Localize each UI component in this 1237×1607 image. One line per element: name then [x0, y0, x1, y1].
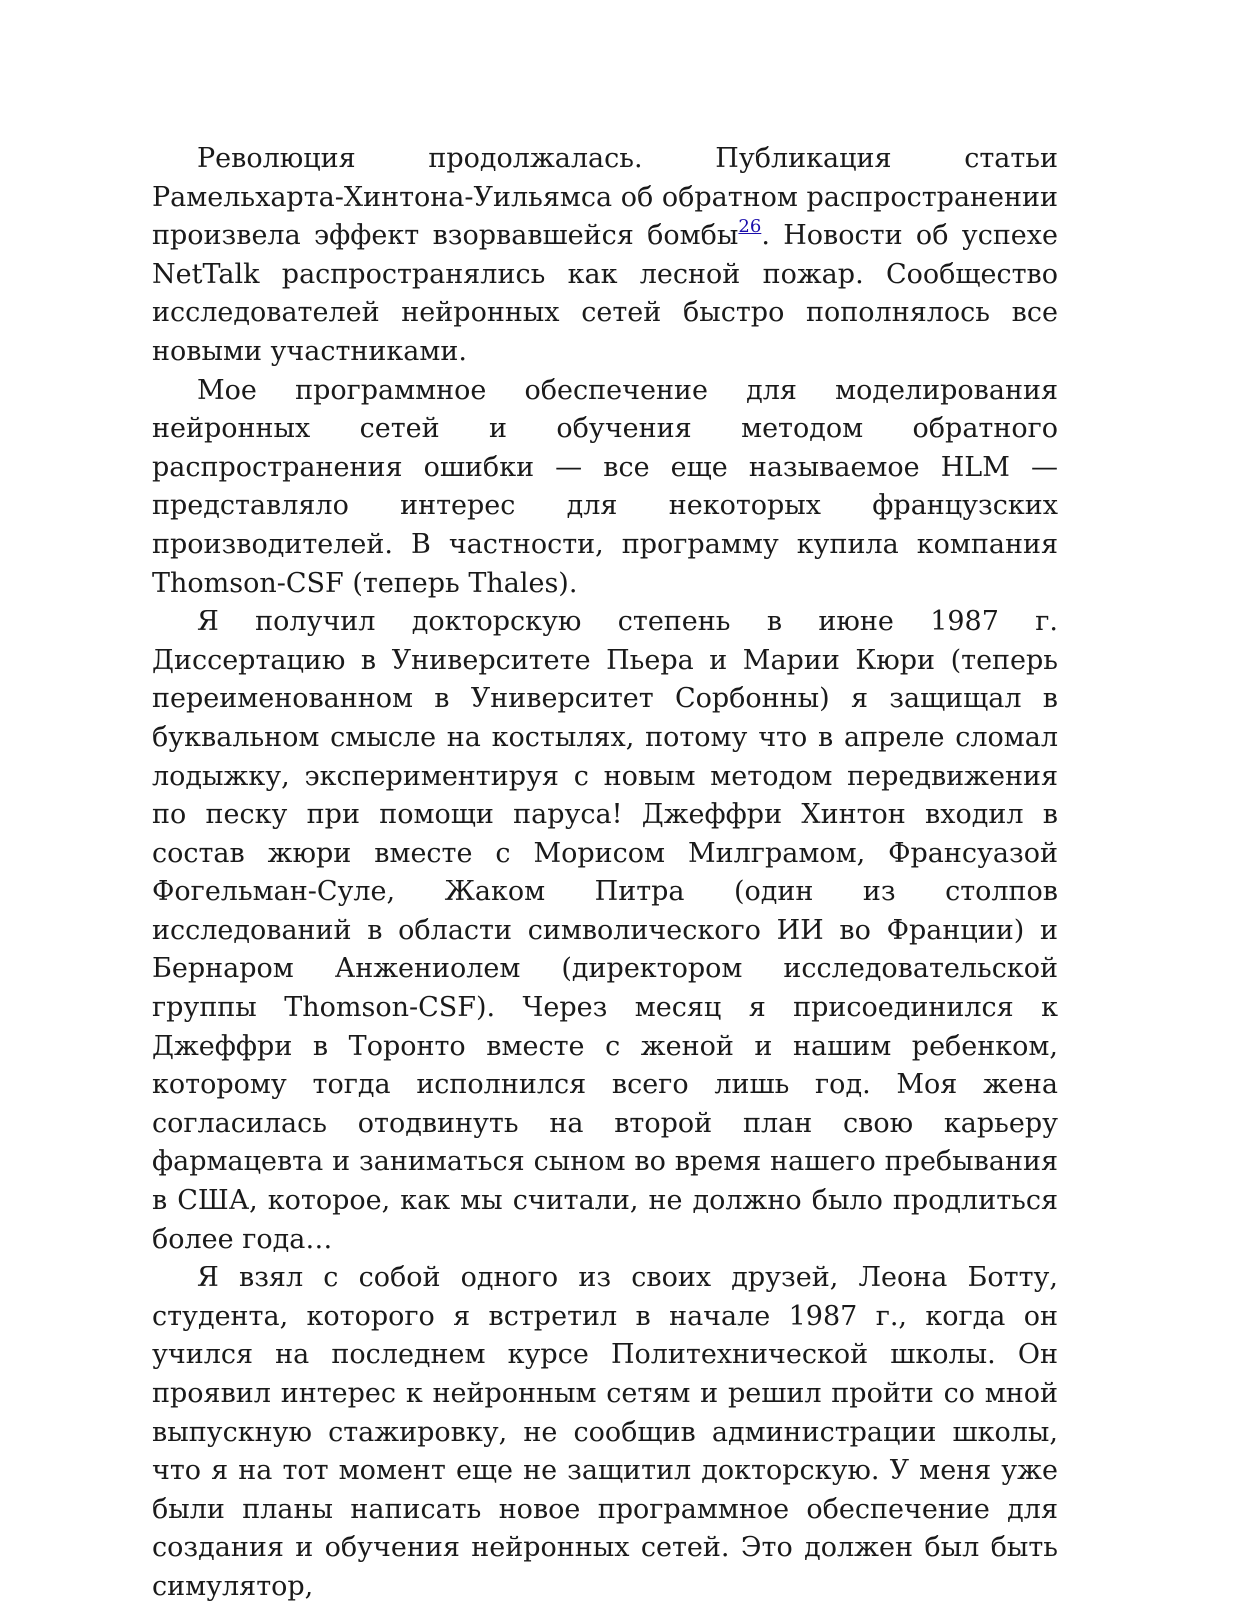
paragraph-3: Я получил докторскую степень в июне 1987 г. Диссертацию в Университете Пьера и Марии Кюри (теперь переименованном в Университет Сорбонны) я защищал в буквальном смысле на костылях, потому что в апреле сломал лодыжку, экспериментируя с новым методом передвижения по песку при помощи паруса! Джеффри Хинтон входил в состав жюри вместе с Морисом Милграмом, Франсуазой Фогельман-Суле, Жаком Питра (один из столпов исследований в области символического ИИ во Франции) и Бернаром Анжениолем (директором исследовательской группы Thomson-CSF). Через месяц я присоединился к Джеффри в Торонто вместе с женой и нашим ребенком, которому тогда исполнился всего лишь год. Моя жена согласилась отодвинуть на второй план свою карьеру фармацевта и заниматься сыном во время нашего пребывания в США, которое, как мы считали, не должно было продлиться более года… — [152, 606, 1058, 1255]
footnote-link[interactable]: 26 — [738, 216, 762, 238]
paragraph-1 — [152, 140, 1058, 372]
paragraph-4: Я взял с собой одного из своих друзей, Леона Ботту, студента, которого я встретил в начале 1987 г., когда он учился на последнем курсе Политехнической школы. Он проявил интерес к нейронным сетям и решил пройти со мной выпускную стажировку, не сообщив администрации школы, что я на тот момент еще не защитил докторскую. У меня уже были планы написать новое программное обеспечение для создания и обучения нейронных сетей. Это должен был быть симулятор, — [152, 1262, 1058, 1602]
paragraph-1-text-before-footnote: Революция продолжалась. Публикация статьи Рамельхарта-Хинтона-Уильямса об обратном распространении произвела эффект взорвавшейся бомбы — [152, 143, 1058, 252]
page-body — [152, 140, 1058, 1607]
paragraph-1-text-after-footnote: . Новости об успехе NetTalk распространялись как лесной пожар. Сообщество исследователей нейронных сетей быстро пополнялось все новыми участниками. — [152, 220, 1058, 367]
paragraph-2: Мое программное обеспечение для моделирования нейронных сетей и обучения методом обратного распространения ошибки — все еще называемое HLM — представляло интерес для некоторых французских производителей. В частности, программу купила компания Thomson-CSF (теперь Thales). — [152, 374, 1058, 599]
